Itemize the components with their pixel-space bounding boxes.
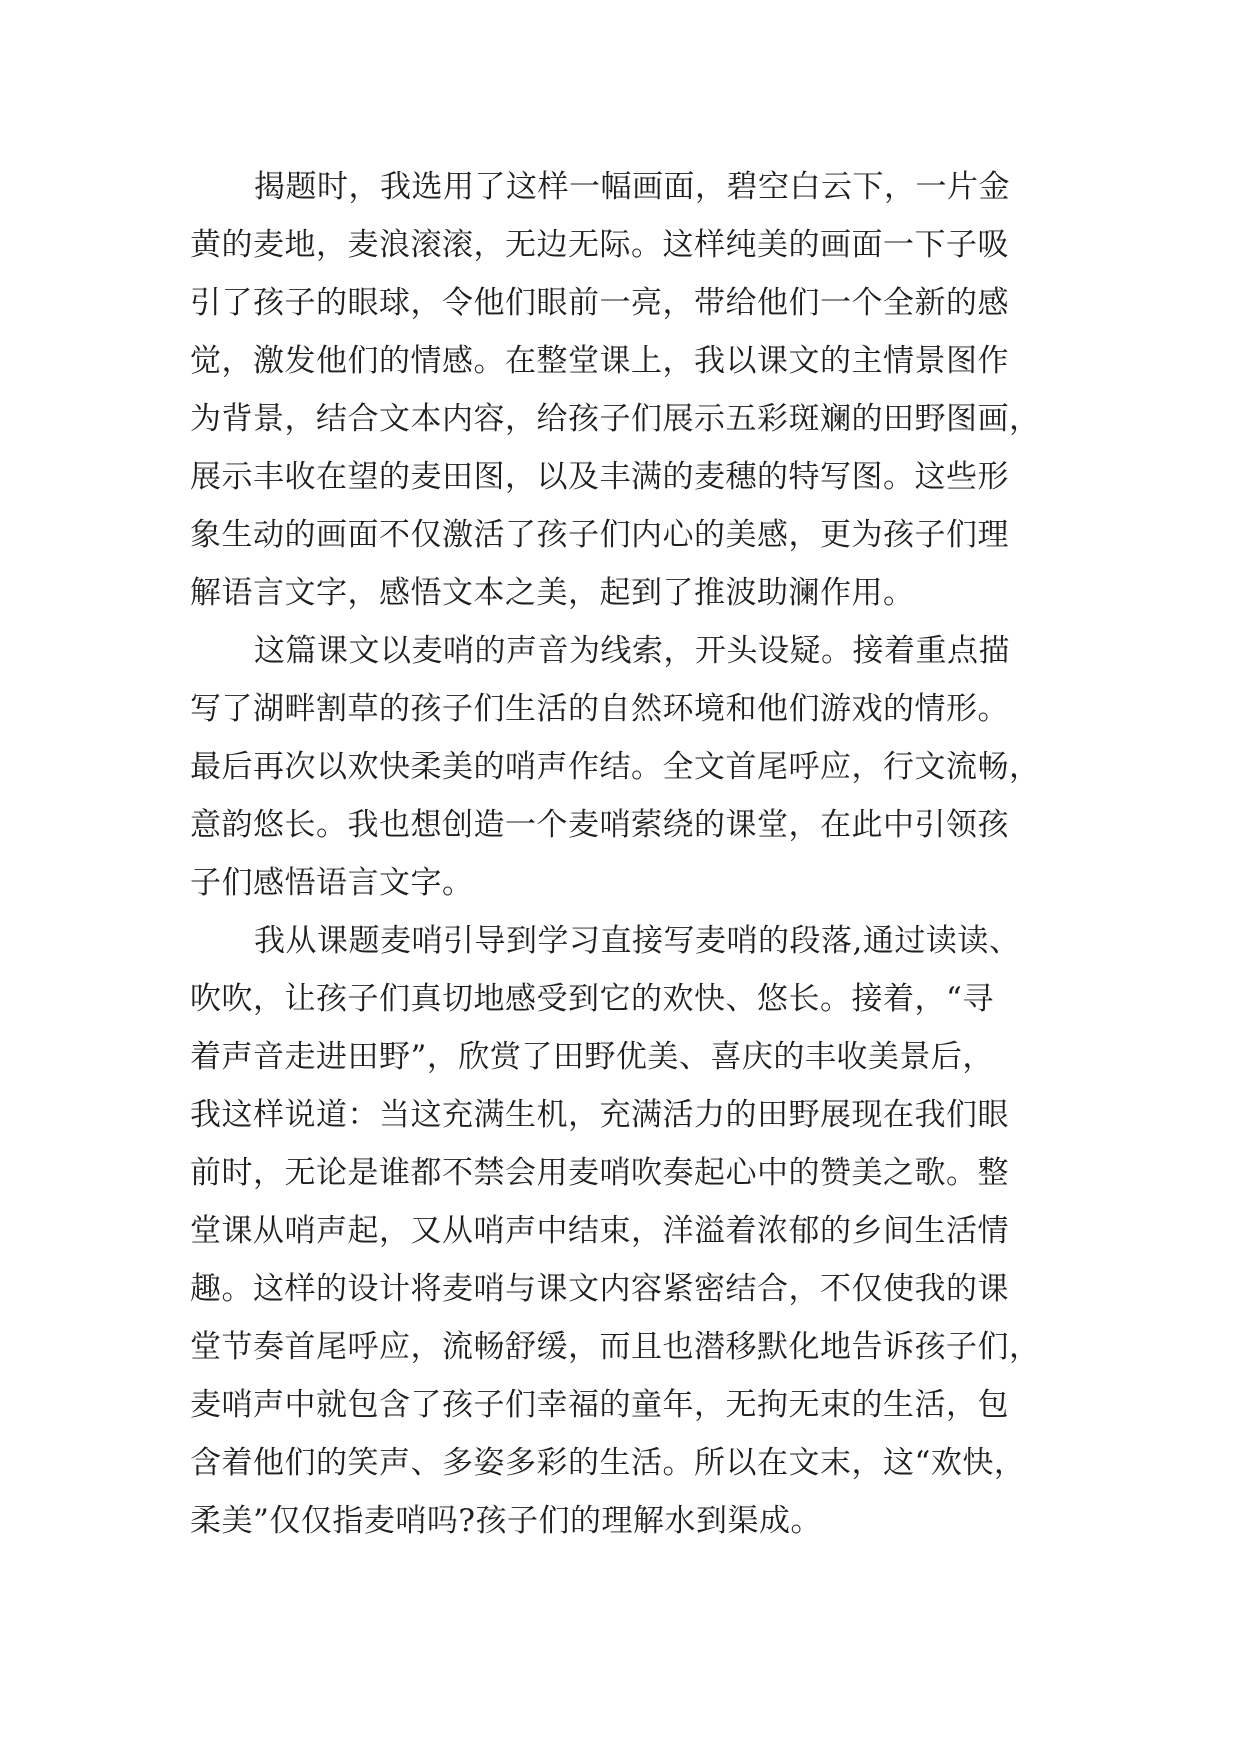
text-line: 着声音走进田野”，欣赏了田野优美、喜庆的丰收美景后， (190, 1039, 994, 1075)
text-line: 揭题时，我选用了这样一幅画面，碧空白云下，一片金 (254, 169, 1010, 205)
text-line: 觉，激发他们的情感。在整堂课上，我以课文的主情景图作 (190, 343, 1009, 379)
text-line: 堂节奏首尾呼应，流畅舒缓，而且也潜移默化地告诉孩子们， (190, 1329, 1041, 1365)
text-line: 这篇课文以麦哨的声音为线索，开头设疑。接着重点描 (254, 633, 1010, 669)
text-line: 子们感悟语言文字。 (190, 865, 474, 901)
text-line: 趣。这样的设计将麦哨与课文内容紧密结合，不仅使我的课 (190, 1271, 1009, 1307)
paragraph-2 (190, 622, 1070, 912)
paragraph-3 (190, 912, 1070, 1550)
text-line: 象生动的画面不仅激活了孩子们内心的美感，更为孩子们理 (190, 517, 1009, 553)
text-line: 堂课从哨声起，又从哨声中结束，洋溢着浓郁的乡间生活情 (190, 1213, 1009, 1249)
text-line: 引了孩子的眼球，令他们眼前一亮，带给他们一个全新的感 (190, 285, 1009, 321)
text-line: 含着他们的笑声、多姿多彩的生活。所以在文末，这“欢快， (190, 1445, 1026, 1481)
text-line: 黄的麦地，麦浪滚滚，无边无际。这样纯美的画面一下子吸 (190, 227, 1009, 263)
text-line: 写了湖畔割草的孩子们生活的自然环境和他们游戏的情形。 (190, 691, 1009, 727)
text-line: 最后再次以欢快柔美的哨声作结。全文首尾呼应，行文流畅， (190, 749, 1041, 785)
text-line: 我从课题麦哨引导到学习直接写麦哨的段落,通过读读、 (254, 923, 1021, 959)
text-line: 我这样说道：当这充满生机，充满活力的田野展现在我们眼 (190, 1097, 1009, 1133)
text-line: 前时，无论是谁都不禁会用麦哨吹奏起心中的赞美之歌。整 (190, 1155, 1009, 1191)
text-line: 意韵悠长。我也想创造一个麦哨萦绕的课堂，在此中引领孩 (190, 807, 1009, 843)
text-line: 解语言文字，感悟文本之美，起到了推波助澜作用。 (190, 575, 915, 611)
paragraph-1 (190, 158, 1070, 622)
text-line: 麦哨声中就包含了孩子们幸福的童年，无拘无束的生活，包 (190, 1387, 1009, 1423)
text-line: 为背景，结合文本内容，给孩子们展示五彩斑斓的田野图画， (190, 401, 1041, 437)
text-line: 吹吹，让孩子们真切地感受到它的欢快、悠长。接着，“寻 (190, 981, 994, 1017)
body-text (190, 158, 1070, 1550)
text-line: 柔美”仅仅指麦哨吗?孩子们的理解水到渠成。 (190, 1503, 822, 1539)
text-line: 展示丰收在望的麦田图，以及丰满的麦穗的特写图。这些形 (190, 459, 1009, 495)
